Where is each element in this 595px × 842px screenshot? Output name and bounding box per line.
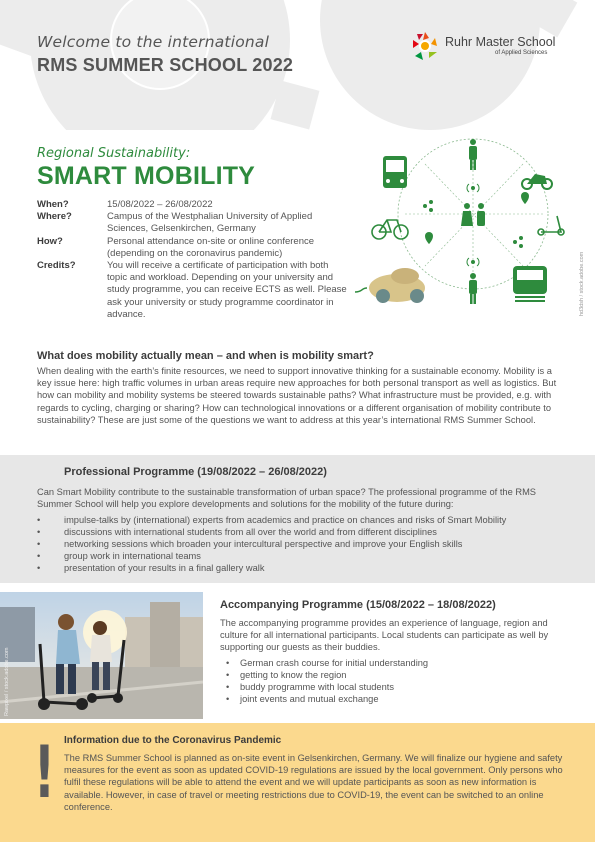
info-value: 15/08/2022 – 26/08/2022	[107, 199, 213, 210]
info-row-when	[37, 199, 357, 211]
accompanying-heading: Accompanying Programme (15/08/2022 – 18/08/2022)	[220, 599, 496, 611]
info-key: How?	[37, 235, 63, 247]
logo-name: Ruhr Master School	[445, 35, 556, 49]
info-key: When?	[37, 199, 69, 210]
welcome-line: Welcome to the international	[37, 33, 270, 51]
professional-list	[37, 514, 567, 574]
bicycle-icon	[372, 220, 408, 239]
professional-intro: Can Smart Mobility contribute to the sustainable transformation of urban space? The professional programme of the RMS Summer School will help you explore developments and solutions for the mobility of the future during:	[37, 487, 537, 509]
mobility-network-illustration	[355, 136, 575, 316]
info-value: You will receive a certificate of participation with both topic and workload. Depending on your university and study programme, you can receive ECTS as well. Please ask your university or study programme coordinator in advance.	[107, 260, 347, 320]
scooter-photo	[0, 592, 203, 719]
event-info	[37, 199, 357, 321]
covid-body: The RMS Summer School is planned as on-site event in Gelsenkirchen, Germany. We will finalize our hygiene and safety measures for the event as soon as updated COVID-19 regulations are issued by the local government. Only persons who fulfil these regulations will be able to attend the event and we will update participants as soon as new information is available. However, in case of travel or meeting restrictions due to COVID-19, the event can be switched to an online conference.	[64, 753, 563, 812]
motorcycle-icon	[522, 174, 552, 189]
accompanying-list	[220, 657, 560, 705]
info-key: Credits?	[37, 260, 76, 272]
scooter-icon	[538, 216, 564, 235]
logo-gear-icon	[409, 30, 441, 62]
info-key: Where?	[37, 211, 72, 223]
event-title: RMS SUMMER SCHOOL 2022	[37, 55, 294, 75]
list-item: • impulse-talks by (international) experts from academics and practice on chances and risks of Smart Mobility	[37, 514, 567, 526]
section-kicker: Regional Sustainability:	[37, 146, 191, 161]
logo-subtitle: of Applied Sciences	[495, 50, 548, 56]
bus-icon	[383, 156, 407, 188]
list-item: • buddy programme with local students	[220, 681, 560, 693]
image-credit-right: hd3dsh / stock.adobe.com	[579, 251, 585, 316]
accompanying-intro: The accompanying programme provides an experience of language, region and culture for all international participants. Local students can participate as well by supporting our guests as their buddies.	[220, 618, 549, 652]
covid-heading: Information due to the Coronavirus Pandemic	[64, 735, 282, 746]
info-value: Campus of the Westphalian University of Applied Sciences, Gelsenkirchen, Germany	[107, 211, 313, 235]
train-icon	[513, 266, 547, 302]
info-row-credits	[37, 260, 357, 321]
question-body: When dealing with the earth’s finite resources, we need to support innovative thinking for a sustainable economy. Mobility is a key issue here: high traffic volumes in urban areas require new approaches for both personal transport as well as logistics. But how can mobility and mobility systems be steered towards sustainable paths? What infrastructure must be provided, e.g. with regards to cycling, charging or sharing? How can technological innovations or a different organisation of mobility contribute to sustainability? These are just some of the questions we want to address at this year’s international RMS Summer School.	[37, 366, 557, 425]
list-item: • networking sessions which broaden your intercultural perspective and improve your English skills	[37, 538, 567, 550]
person-icon	[469, 139, 477, 170]
professional-heading: Professional Programme (19/08/2022 – 26/08/2022)	[64, 466, 327, 478]
image-credit-left: Rawpixel / stock.adobe.com	[4, 647, 10, 716]
section-title: SMART MOBILITY	[37, 162, 256, 190]
list-item: • getting to know the region	[220, 669, 560, 681]
rms-logo	[409, 30, 569, 66]
list-item: • joint events and mutual exchange	[220, 693, 560, 705]
person-icon-bottom	[469, 273, 477, 304]
wooden-car-icon	[355, 268, 425, 303]
list-item: • group work in international teams	[37, 550, 567, 562]
info-row-how	[37, 236, 357, 260]
info-value: Personal attendance on-site or online conference (depending on the coronavirus pandemic)	[107, 235, 315, 259]
info-row-where	[37, 211, 357, 235]
list-item: • German crash course for initial understanding	[220, 657, 560, 669]
exclamation-icon: !	[33, 730, 56, 814]
list-item: • discussions with international students from all over the world and from different disciplines	[37, 526, 567, 538]
question-heading: What does mobility actually mean – and when is mobility smart?	[37, 350, 374, 362]
list-item: • presentation of your results in a final gallery walk	[37, 562, 567, 574]
